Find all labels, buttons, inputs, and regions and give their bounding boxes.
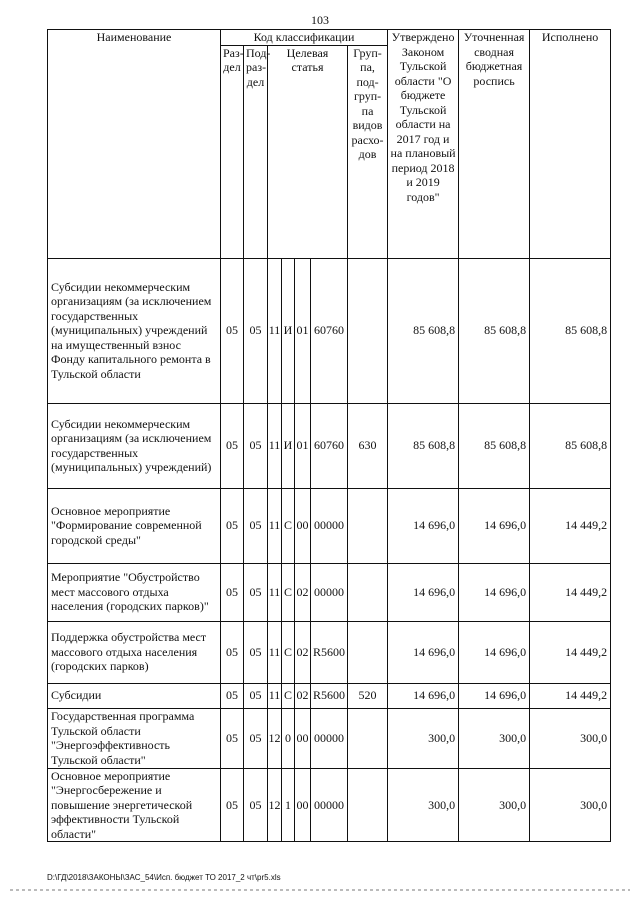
row-executed: 85 608,8 [530, 403, 611, 488]
row-podrazdel: 05 [244, 708, 268, 768]
header-group: Груп-па, под-груп-па видов расхо-дов [348, 45, 388, 258]
row-target-program: 12 [268, 708, 282, 768]
row-approved: 14 696,0 [388, 621, 459, 683]
row-name: Субсидии некоммерческим организациям (за исключением государственных (муниципальных) учреждений) [48, 403, 221, 488]
row-podrazdel: 05 [244, 488, 268, 563]
row-target-subprogram: И [282, 258, 295, 403]
header-name: Наименование [48, 30, 221, 259]
row-target-event: 02 [295, 621, 311, 683]
row-executed: 300,0 [530, 708, 611, 768]
row-executed: 14 449,2 [530, 488, 611, 563]
row-name: Поддержка обустройства мест массового отдыха населения (городских парков) [48, 621, 221, 683]
row-refined: 14 696,0 [459, 621, 530, 683]
row-razdel: 05 [221, 488, 244, 563]
row-razdel: 05 [221, 563, 244, 621]
table-row [48, 403, 611, 488]
row-target-subprogram: С [282, 563, 295, 621]
budget-table [47, 29, 611, 842]
row-target-event: 02 [295, 683, 311, 708]
row-approved: 14 696,0 [388, 683, 459, 708]
header-code-group: Код классификации [221, 30, 388, 46]
row-razdel: 05 [221, 708, 244, 768]
file-path-footer: D:\ГД\2018\ЗАКОНЫ\ЗАС_54\Исп. бюджет ТО 2017_2 чт\pr5.xls [47, 873, 281, 882]
row-target-program: 11 [268, 621, 282, 683]
row-approved: 85 608,8 [388, 403, 459, 488]
row-razdel: 05 [221, 768, 244, 842]
row-target-subprogram: И [282, 403, 295, 488]
row-name: Мероприятие "Обустройство мест массового отдыха населения (городских парков)" [48, 563, 221, 621]
row-podrazdel: 05 [244, 768, 268, 842]
row-target-event: 00 [295, 708, 311, 768]
row-executed: 85 608,8 [530, 258, 611, 403]
table-row [48, 768, 611, 842]
table-row [48, 563, 611, 621]
header-executed: Исполнено [530, 30, 611, 259]
row-approved: 300,0 [388, 708, 459, 768]
row-refined: 14 696,0 [459, 488, 530, 563]
row-target-program: 11 [268, 403, 282, 488]
row-refined: 300,0 [459, 768, 530, 842]
row-executed: 14 449,2 [530, 683, 611, 708]
row-approved: 14 696,0 [388, 488, 459, 563]
row-target-subprogram: 0 [282, 708, 295, 768]
row-expense-group [348, 563, 388, 621]
row-target-subprogram: С [282, 683, 295, 708]
row-target-subprogram: С [282, 488, 295, 563]
row-target-event: 01 [295, 403, 311, 488]
row-approved: 300,0 [388, 768, 459, 842]
table-row [48, 258, 611, 403]
row-name: Субсидии некоммерческим организациям (за исключением государственных (муниципальных) учреждений на имущественный взнос Фонду капитального ремонта в Тульской области [48, 258, 221, 403]
row-name: Субсидии [48, 683, 221, 708]
row-name: Основное мероприятие "Энергосбережение и повышение энергетической эффективности Тульской области" [48, 768, 221, 842]
header-target: Целевая статья [268, 45, 348, 258]
row-target-subprogram: 1 [282, 768, 295, 842]
row-target-direction: R5600 [311, 683, 348, 708]
row-target-event: 00 [295, 768, 311, 842]
row-target-subprogram: С [282, 621, 295, 683]
row-target-program: 11 [268, 488, 282, 563]
table-row [48, 621, 611, 683]
row-target-direction: 00000 [311, 708, 348, 768]
row-podrazdel: 05 [244, 403, 268, 488]
row-expense-group [348, 708, 388, 768]
row-refined: 14 696,0 [459, 683, 530, 708]
table-row [48, 708, 611, 768]
row-razdel: 05 [221, 683, 244, 708]
row-approved: 85 608,8 [388, 258, 459, 403]
row-target-event: 02 [295, 563, 311, 621]
row-target-program: 12 [268, 768, 282, 842]
header-podrazdel: Под-раз-дел [244, 45, 268, 258]
row-refined: 300,0 [459, 708, 530, 768]
header-approved: Утверждено Законом Тульской области "О бюджете Тульской области на 2017 год и на плановый период 2018 и 2019 годов" [388, 30, 459, 259]
row-target-direction: R5600 [311, 621, 348, 683]
row-executed: 300,0 [530, 768, 611, 842]
row-refined: 14 696,0 [459, 563, 530, 621]
row-refined: 85 608,8 [459, 258, 530, 403]
row-target-event: 00 [295, 488, 311, 563]
row-refined: 85 608,8 [459, 403, 530, 488]
table-row [48, 488, 611, 563]
row-name: Основное мероприятие "Формирование современной городской среды" [48, 488, 221, 563]
table-row [48, 683, 611, 708]
row-expense-group [348, 488, 388, 563]
row-expense-group [348, 621, 388, 683]
row-target-direction: 00000 [311, 563, 348, 621]
row-target-event: 01 [295, 258, 311, 403]
row-razdel: 05 [221, 258, 244, 403]
row-podrazdel: 05 [244, 563, 268, 621]
header-refined: Уточненная сводная бюджетная роспись [459, 30, 530, 259]
scan-artifact-line [10, 889, 630, 891]
row-executed: 14 449,2 [530, 563, 611, 621]
row-expense-group [348, 768, 388, 842]
row-expense-group: 520 [348, 683, 388, 708]
row-approved: 14 696,0 [388, 563, 459, 621]
row-target-direction: 60760 [311, 258, 348, 403]
row-razdel: 05 [221, 621, 244, 683]
row-razdel: 05 [221, 403, 244, 488]
row-name: Государственная программа Тульской области "Энергоэффективность Тульской области" [48, 708, 221, 768]
page-number: 103 [311, 13, 329, 27]
row-target-program: 11 [268, 258, 282, 403]
header-razdel: Раз-дел [221, 45, 244, 258]
row-target-program: 11 [268, 563, 282, 621]
row-expense-group: 630 [348, 403, 388, 488]
row-target-direction: 60760 [311, 403, 348, 488]
row-target-program: 11 [268, 683, 282, 708]
row-target-direction: 00000 [311, 768, 348, 842]
row-executed: 14 449,2 [530, 621, 611, 683]
row-podrazdel: 05 [244, 683, 268, 708]
row-podrazdel: 05 [244, 258, 268, 403]
row-target-direction: 00000 [311, 488, 348, 563]
row-podrazdel: 05 [244, 621, 268, 683]
row-expense-group [348, 258, 388, 403]
